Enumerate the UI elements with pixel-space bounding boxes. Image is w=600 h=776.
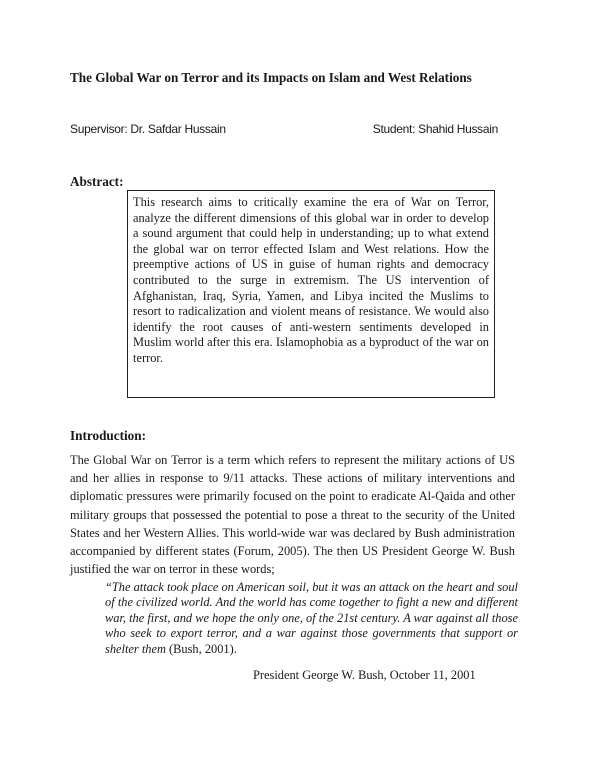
abstract-text: This research aims to critically examine the era of War on Terror, analyze the different dimensions of this global war in order to develop a sound argument that could help in understanding; up to what extend the global war on terror effected Islam and West relations. How the preemptive actions of US in guise of human rights and democracy contributed to the surge in extremism. The US intervention of Afghanistan, Iraq, Syria, Yamen, and Libya incited the Muslims to resort to radicalization and violent means of resistance. We would also identify the root causes of anti-western sentiments developed in Muslim world after this era. Islamophobia as a byproduct of the war on terror.	[133, 195, 489, 365]
supervisor-label: Supervisor: Dr. Safdar Hussain	[70, 122, 226, 136]
introduction-heading: Introduction:	[70, 428, 146, 443]
block-quote	[105, 580, 518, 657]
introduction-paragraph: The Global War on Terror is a term which refers to represent the military actions of US and her allies in response to 9/11 attacks. These actions of military interventions and diplomatic pressures were primarily focused on the point to eradicate Al-Qaida and other military groups that possessed the potential to pose a threat to the security of the United States and her Western Allies. This world-wide war was declared by Bush administration accompanied by different states (Forum, 2005). The then US President George W. Bush justified the war on terror in these words;	[70, 453, 515, 577]
abstract-box	[127, 190, 495, 398]
abstract-heading: Abstract:	[70, 174, 124, 189]
author-info-row	[70, 122, 498, 140]
document-title: The Global War on Terror and its Impacts on Islam and West Relations	[70, 70, 472, 85]
student-label: Student: Shahid Hussain	[372, 122, 498, 136]
quote-citation: (Bush, 2001).	[165, 641, 237, 656]
quote-text: “The attack took place on American soil, but it was an attack on the heart and soul of the civilized world. And the world has come together to fight a new and different war, the first, and we hope the only one, of the 21st century. A war against all those who seek to export terror, and a war against those governments that support or shelter them	[105, 580, 518, 656]
quote-attribution: President George W. Bush, October 11, 2001	[253, 668, 476, 682]
